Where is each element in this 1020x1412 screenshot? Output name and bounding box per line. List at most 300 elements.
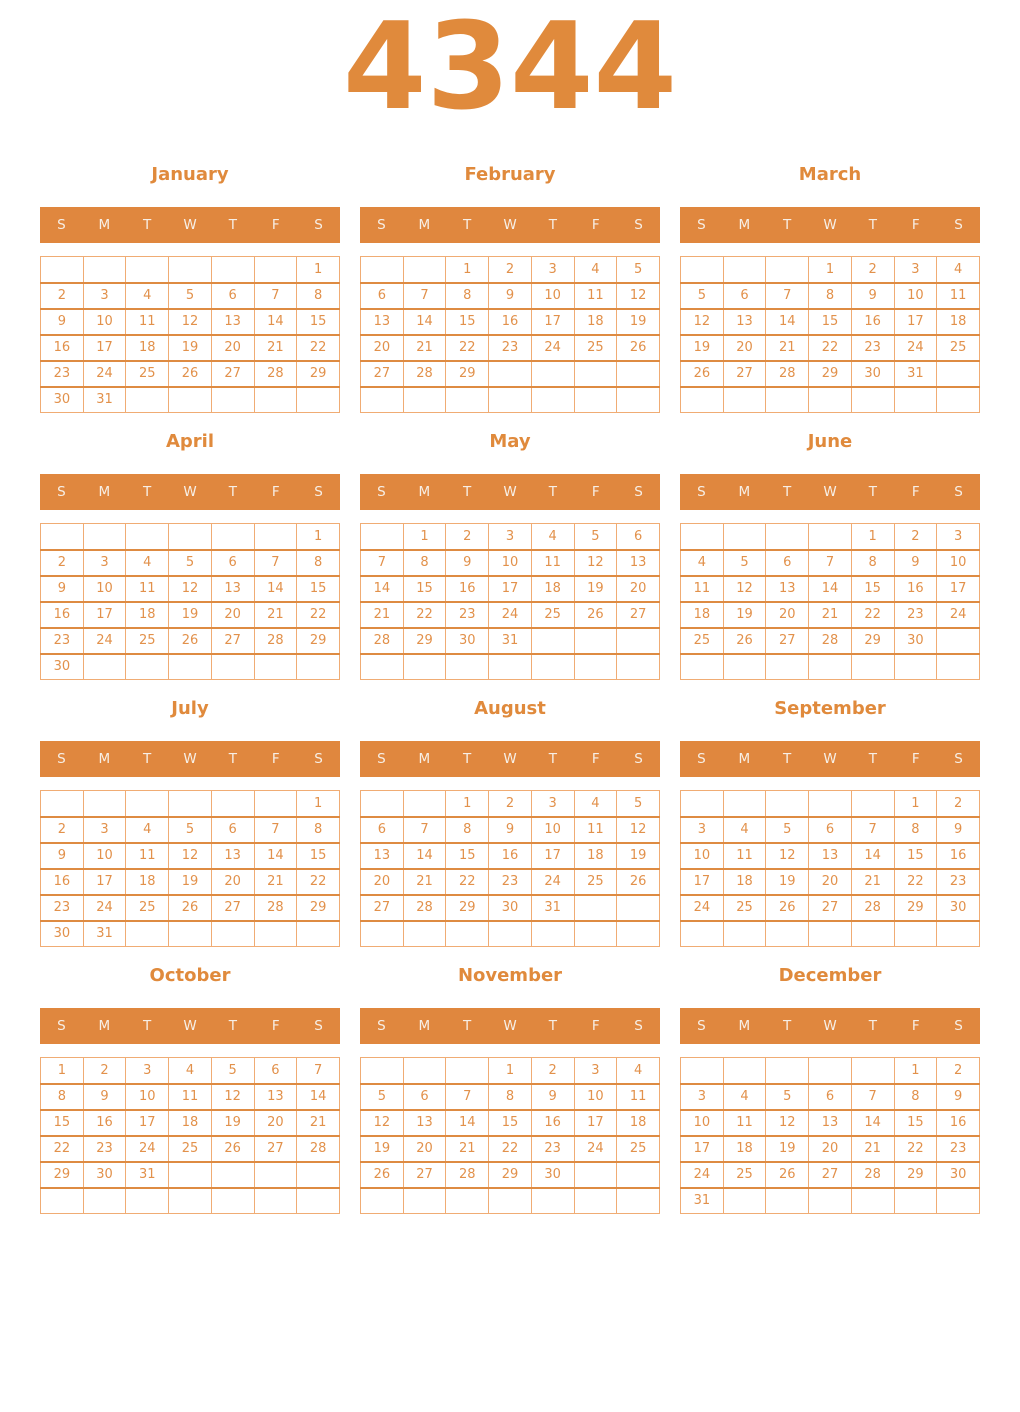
day-cell: 2	[894, 524, 937, 550]
day-cell	[403, 791, 446, 817]
day-cell: 9	[489, 817, 532, 843]
day-cell: 28	[403, 361, 446, 387]
day-cell	[617, 654, 660, 680]
day-cell: 27	[211, 628, 254, 654]
day-cell	[403, 387, 446, 413]
week-row	[361, 1084, 660, 1110]
month-title: May	[489, 431, 531, 452]
day-cell: 2	[531, 1058, 574, 1084]
day-cell: 28	[254, 895, 297, 921]
day-cell	[723, 1188, 766, 1214]
day-cell: 21	[254, 869, 297, 895]
weekday-label: W	[823, 484, 837, 500]
weekday-label: S	[954, 751, 963, 767]
day-cell: 6	[361, 283, 404, 309]
day-cell: 4	[723, 817, 766, 843]
day-cell: 12	[169, 576, 212, 602]
week-row	[41, 628, 340, 654]
week-row	[361, 550, 660, 576]
day-cell: 2	[41, 550, 84, 576]
day-cell	[574, 361, 617, 387]
day-cell: 9	[937, 1084, 980, 1110]
day-cell: 17	[531, 843, 574, 869]
day-cell	[681, 524, 724, 550]
day-cell: 18	[169, 1110, 212, 1136]
day-cell: 25	[617, 1136, 660, 1162]
day-cell: 27	[361, 895, 404, 921]
day-cell: 13	[809, 843, 852, 869]
day-cell: 3	[531, 257, 574, 283]
day-cell	[723, 791, 766, 817]
week-row	[361, 361, 660, 387]
day-cell	[894, 387, 937, 413]
month-february	[360, 164, 660, 413]
weekday-label: S	[697, 217, 706, 233]
day-cell: 13	[809, 1110, 852, 1136]
day-cell: 13	[617, 550, 660, 576]
day-cell	[83, 1188, 126, 1214]
day-cell	[489, 361, 532, 387]
day-cell: 11	[169, 1084, 212, 1110]
day-cell	[766, 1058, 809, 1084]
day-cell: 25	[126, 361, 169, 387]
day-cell: 25	[126, 895, 169, 921]
day-cell: 3	[83, 817, 126, 843]
day-cell: 16	[531, 1110, 574, 1136]
day-cell: 8	[446, 283, 489, 309]
day-cell: 6	[211, 817, 254, 843]
day-cell: 22	[894, 869, 937, 895]
days-grid	[680, 790, 980, 947]
week-row	[41, 817, 340, 843]
weekday-label: S	[57, 751, 66, 767]
week-row	[41, 869, 340, 895]
day-cell: 3	[489, 524, 532, 550]
week-row	[361, 1162, 660, 1188]
day-cell: 19	[574, 576, 617, 602]
day-cell: 8	[446, 817, 489, 843]
day-cell: 13	[211, 576, 254, 602]
day-cell: 21	[809, 602, 852, 628]
day-cell	[211, 921, 254, 947]
day-cell: 4	[126, 550, 169, 576]
day-cell: 14	[361, 576, 404, 602]
week-row	[361, 869, 660, 895]
day-cell	[766, 1188, 809, 1214]
day-cell: 20	[254, 1110, 297, 1136]
day-cell: 23	[894, 602, 937, 628]
day-cell	[254, 654, 297, 680]
day-cell: 13	[361, 843, 404, 869]
weekday-label: W	[823, 1018, 837, 1034]
weekday-label: S	[57, 217, 66, 233]
day-cell	[937, 361, 980, 387]
day-cell: 24	[531, 335, 574, 361]
day-cell: 25	[574, 335, 617, 361]
day-cell	[361, 921, 404, 947]
weekday-label: F	[271, 751, 280, 767]
day-cell: 29	[851, 628, 894, 654]
day-cell	[937, 387, 980, 413]
day-cell: 20	[617, 576, 660, 602]
day-cell: 10	[574, 1084, 617, 1110]
day-cell: 14	[254, 843, 297, 869]
day-cell: 9	[446, 550, 489, 576]
day-cell: 2	[446, 524, 489, 550]
day-cell: 1	[851, 524, 894, 550]
day-cell	[211, 524, 254, 550]
day-cell: 28	[766, 361, 809, 387]
weekday-header	[40, 741, 340, 777]
day-cell: 30	[489, 895, 532, 921]
days-grid	[360, 790, 660, 947]
day-cell: 27	[211, 361, 254, 387]
day-cell	[681, 921, 724, 947]
day-cell: 23	[937, 869, 980, 895]
day-cell: 19	[723, 602, 766, 628]
day-cell: 7	[254, 550, 297, 576]
week-row	[41, 1084, 340, 1110]
day-cell	[211, 654, 254, 680]
week-row	[41, 654, 340, 680]
day-cell: 15	[297, 309, 340, 335]
weekday-label: T	[228, 751, 237, 767]
day-cell: 16	[894, 576, 937, 602]
day-cell: 20	[361, 869, 404, 895]
day-cell	[403, 654, 446, 680]
week-row	[361, 654, 660, 680]
week-row	[41, 257, 340, 283]
day-cell: 5	[169, 283, 212, 309]
day-cell	[531, 387, 574, 413]
weekday-header	[680, 741, 980, 777]
day-cell: 12	[681, 309, 724, 335]
weekday-header	[360, 474, 660, 510]
day-cell: 17	[894, 309, 937, 335]
day-cell	[531, 654, 574, 680]
day-cell: 12	[766, 843, 809, 869]
weekday-label: F	[591, 484, 600, 500]
weekday-label: T	[548, 1018, 557, 1034]
day-cell: 17	[937, 576, 980, 602]
week-row	[681, 628, 980, 654]
days-grid	[40, 256, 340, 413]
day-cell: 1	[403, 524, 446, 550]
day-cell: 31	[83, 387, 126, 413]
day-cell	[361, 387, 404, 413]
day-cell: 29	[809, 361, 852, 387]
day-cell: 26	[723, 628, 766, 654]
day-cell	[126, 524, 169, 550]
day-cell: 14	[446, 1110, 489, 1136]
year-title: 4344	[343, 0, 677, 137]
week-row	[41, 361, 340, 387]
day-cell: 15	[446, 309, 489, 335]
day-cell: 25	[681, 628, 724, 654]
weekday-header	[680, 207, 980, 243]
day-cell	[403, 1058, 446, 1084]
week-row	[681, 895, 980, 921]
day-cell	[617, 921, 660, 947]
day-cell: 18	[681, 602, 724, 628]
day-cell: 3	[126, 1058, 169, 1084]
day-cell: 20	[361, 335, 404, 361]
day-cell: 17	[83, 335, 126, 361]
weekday-label: S	[634, 484, 643, 500]
day-cell: 4	[574, 257, 617, 283]
day-cell: 9	[937, 817, 980, 843]
day-cell	[126, 257, 169, 283]
day-cell	[723, 1058, 766, 1084]
day-cell	[169, 1162, 212, 1188]
month-april	[40, 431, 340, 680]
day-cell: 22	[297, 335, 340, 361]
day-cell: 13	[766, 576, 809, 602]
day-cell: 21	[851, 1136, 894, 1162]
day-cell: 27	[723, 361, 766, 387]
day-cell	[489, 921, 532, 947]
day-cell: 17	[531, 309, 574, 335]
week-row	[681, 1058, 980, 1084]
weekday-label: S	[697, 484, 706, 500]
weekday-label: M	[738, 217, 751, 233]
month-december	[680, 965, 980, 1214]
month-october	[40, 965, 340, 1214]
day-cell: 29	[297, 361, 340, 387]
day-cell	[851, 387, 894, 413]
day-cell: 23	[41, 628, 84, 654]
day-cell: 26	[169, 361, 212, 387]
weekday-label: F	[911, 1018, 920, 1034]
day-cell: 1	[489, 1058, 532, 1084]
week-row	[361, 921, 660, 947]
day-cell: 8	[489, 1084, 532, 1110]
week-row	[41, 1136, 340, 1162]
week-row	[41, 283, 340, 309]
day-cell: 7	[403, 283, 446, 309]
day-cell: 8	[297, 817, 340, 843]
day-cell	[809, 1058, 852, 1084]
day-cell: 11	[126, 309, 169, 335]
day-cell: 25	[574, 869, 617, 895]
day-cell	[83, 654, 126, 680]
day-cell: 11	[531, 550, 574, 576]
weekday-header	[40, 207, 340, 243]
weekday-label: S	[697, 751, 706, 767]
day-cell: 29	[403, 628, 446, 654]
day-cell	[894, 921, 937, 947]
month-title: March	[798, 164, 862, 185]
weekday-label: T	[548, 217, 557, 233]
weekday-label: T	[143, 484, 152, 500]
day-cell: 20	[809, 869, 852, 895]
weekday-label: W	[183, 217, 197, 233]
day-cell: 14	[851, 1110, 894, 1136]
day-cell: 5	[681, 283, 724, 309]
day-cell	[41, 791, 84, 817]
day-cell: 11	[723, 1110, 766, 1136]
day-cell: 18	[617, 1110, 660, 1136]
week-row	[361, 843, 660, 869]
day-cell: 24	[894, 335, 937, 361]
day-cell	[937, 1188, 980, 1214]
day-cell	[809, 524, 852, 550]
day-cell	[169, 387, 212, 413]
day-cell: 29	[446, 361, 489, 387]
day-cell: 16	[83, 1110, 126, 1136]
day-cell: 6	[254, 1058, 297, 1084]
day-cell: 24	[489, 602, 532, 628]
weekday-label: F	[591, 217, 600, 233]
weekday-label: T	[463, 751, 472, 767]
day-cell: 8	[403, 550, 446, 576]
day-cell: 6	[211, 550, 254, 576]
day-cell	[297, 1162, 340, 1188]
week-row	[681, 576, 980, 602]
day-cell: 25	[169, 1136, 212, 1162]
weekday-label: F	[271, 484, 280, 500]
day-cell: 22	[403, 602, 446, 628]
day-cell: 13	[403, 1110, 446, 1136]
day-cell: 8	[297, 550, 340, 576]
day-cell: 27	[809, 1162, 852, 1188]
day-cell: 7	[851, 1084, 894, 1110]
day-cell	[617, 895, 660, 921]
month-march	[680, 164, 980, 413]
day-cell: 2	[937, 1058, 980, 1084]
weekday-label: S	[314, 751, 323, 767]
weekday-label: T	[783, 751, 792, 767]
weekday-label: F	[591, 1018, 600, 1034]
day-cell: 8	[809, 283, 852, 309]
day-cell: 24	[83, 628, 126, 654]
day-cell: 24	[126, 1136, 169, 1162]
day-cell: 15	[41, 1110, 84, 1136]
day-cell: 12	[169, 843, 212, 869]
day-cell: 17	[574, 1110, 617, 1136]
day-cell: 5	[766, 817, 809, 843]
days-grid	[40, 523, 340, 680]
month-title: February	[464, 164, 556, 185]
weekday-label: M	[418, 484, 431, 500]
weekday-label: W	[503, 1018, 517, 1034]
day-cell: 29	[297, 895, 340, 921]
day-cell: 7	[851, 817, 894, 843]
day-cell: 4	[681, 550, 724, 576]
weekday-label: W	[183, 751, 197, 767]
day-cell	[766, 921, 809, 947]
days-grid	[40, 790, 340, 947]
weekday-label: S	[377, 1018, 386, 1034]
day-cell: 3	[83, 283, 126, 309]
day-cell: 26	[574, 602, 617, 628]
day-cell	[41, 1188, 84, 1214]
month-title: September	[774, 698, 886, 719]
day-cell: 16	[489, 843, 532, 869]
day-cell	[937, 921, 980, 947]
weekday-label: S	[314, 217, 323, 233]
day-cell: 2	[489, 791, 532, 817]
day-cell: 16	[851, 309, 894, 335]
week-row	[361, 576, 660, 602]
day-cell: 1	[297, 791, 340, 817]
week-row	[361, 1188, 660, 1214]
day-cell: 28	[809, 628, 852, 654]
weekday-label: M	[738, 484, 751, 500]
day-cell: 5	[574, 524, 617, 550]
month-title: August	[474, 698, 546, 719]
day-cell: 29	[894, 895, 937, 921]
week-row	[681, 791, 980, 817]
day-cell	[617, 387, 660, 413]
day-cell: 20	[211, 602, 254, 628]
day-cell: 21	[254, 335, 297, 361]
day-cell: 10	[681, 843, 724, 869]
weekday-label: W	[183, 1018, 197, 1034]
day-cell: 5	[766, 1084, 809, 1110]
day-cell: 31	[126, 1162, 169, 1188]
day-cell: 1	[894, 1058, 937, 1084]
day-cell: 2	[41, 283, 84, 309]
day-cell: 6	[723, 283, 766, 309]
weekday-label: W	[503, 751, 517, 767]
weekday-label: T	[143, 217, 152, 233]
day-cell	[297, 1188, 340, 1214]
day-cell: 25	[937, 335, 980, 361]
day-cell	[403, 921, 446, 947]
day-cell: 15	[297, 843, 340, 869]
day-cell	[489, 654, 532, 680]
weekday-header	[40, 1008, 340, 1044]
day-cell: 26	[766, 895, 809, 921]
day-cell: 28	[446, 1162, 489, 1188]
weekday-label: T	[143, 751, 152, 767]
day-cell: 21	[851, 869, 894, 895]
day-cell: 6	[617, 524, 660, 550]
day-cell: 31	[681, 1188, 724, 1214]
day-cell	[446, 1058, 489, 1084]
day-cell: 7	[809, 550, 852, 576]
day-cell: 23	[489, 335, 532, 361]
day-cell: 22	[297, 602, 340, 628]
day-cell	[211, 791, 254, 817]
day-cell: 27	[254, 1136, 297, 1162]
day-cell: 30	[851, 361, 894, 387]
weekday-label: F	[911, 484, 920, 500]
weekday-label: T	[548, 484, 557, 500]
day-cell	[851, 921, 894, 947]
weekday-label: S	[377, 484, 386, 500]
day-cell: 29	[297, 628, 340, 654]
week-row	[41, 576, 340, 602]
day-cell	[254, 1188, 297, 1214]
day-cell: 5	[211, 1058, 254, 1084]
day-cell	[446, 387, 489, 413]
weekday-label: T	[228, 1018, 237, 1034]
week-row	[41, 1110, 340, 1136]
weekday-label: S	[634, 217, 643, 233]
day-cell	[574, 628, 617, 654]
day-cell: 1	[297, 524, 340, 550]
week-row	[681, 524, 980, 550]
month-title: October	[149, 965, 231, 986]
day-cell: 11	[681, 576, 724, 602]
day-cell	[723, 387, 766, 413]
days-grid	[680, 1057, 980, 1214]
week-row	[681, 654, 980, 680]
day-cell: 26	[681, 361, 724, 387]
weekday-label: S	[377, 751, 386, 767]
